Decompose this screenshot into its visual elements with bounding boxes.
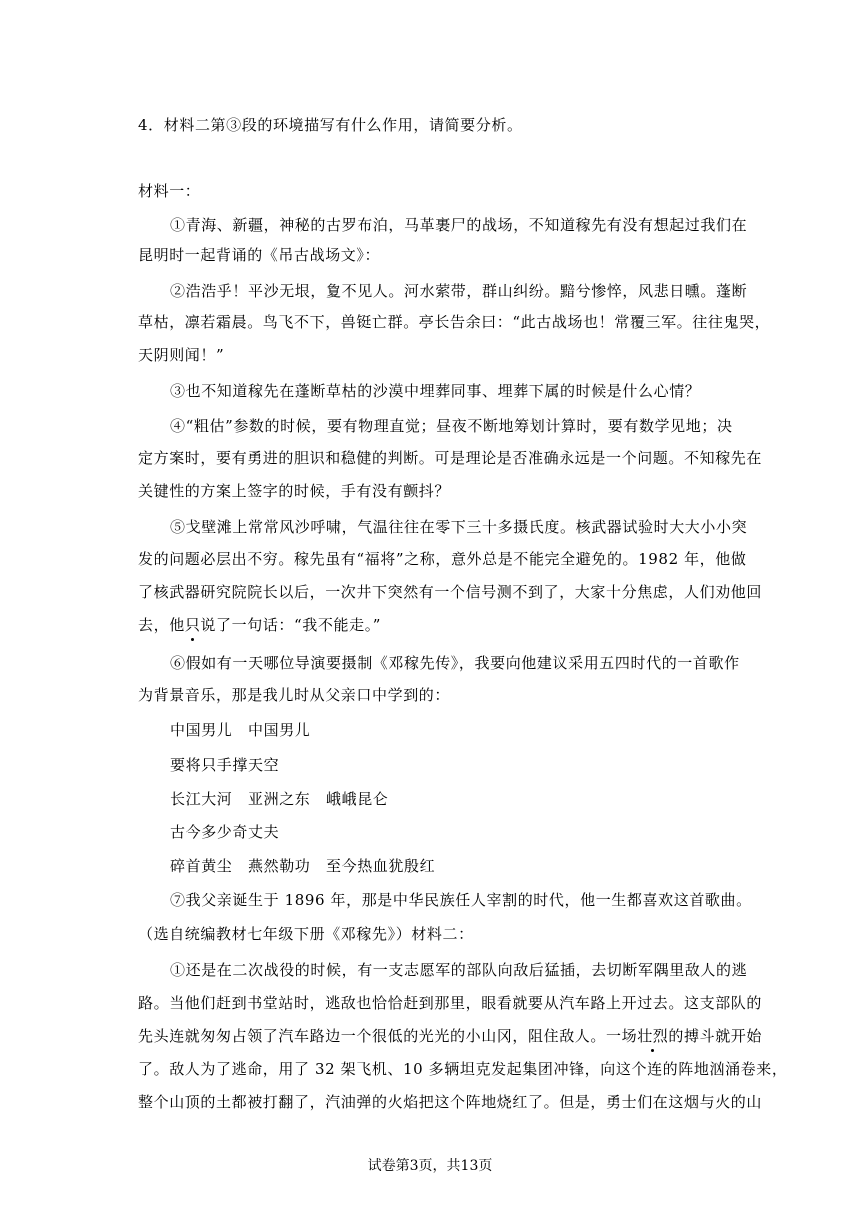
material1-label: 材料一： xyxy=(138,182,201,200)
paragraph-line: 路。当他们赶到书堂站时，逃敌也恰恰赶到那里，眼看就要从汽车路上开过去。这支部队的 xyxy=(138,994,763,1012)
paragraph-line: 草枯，凛若霜晨。鸟飞不下，兽铤亡群。亭长告余曰：“此古战场也！常覆三军。往往鬼哭， xyxy=(138,313,771,331)
paragraph-line: 关键性的方案上签字的时候，手有没有颤抖？ xyxy=(138,482,451,500)
song-line: 中国男儿 中国男儿 xyxy=(170,721,311,739)
text-run: 说了一句话：“我不能走。” xyxy=(200,616,382,634)
paragraph-line: 为背景音乐，那是我儿时从父亲口中学到的： xyxy=(138,686,451,704)
paragraph-line: 发的问题必层出不穷。稼先虽有“福将”之称，意外总是不能完全避免的。1982 年，他做 xyxy=(138,550,747,568)
emphasis-char: 只 xyxy=(184,616,201,634)
paragraph-line: 天阴则闻！” xyxy=(138,346,225,364)
paragraph-line: ⑥假如有一天哪位导演要摄制《邓稼先传》，我要向他建议采用五四时代的一首歌作 xyxy=(170,654,740,672)
paragraph-line: ①还是在二次战役的时候，有一支志愿军的部队向敌后猛插，去切断军隅里敌人的逃 xyxy=(170,961,748,979)
paragraph-line: ⑦我父亲诞生于 1896 年，那是中华民族任人宰割的时代，他一生都喜欢这首歌曲。 xyxy=(170,891,752,909)
song-line: 碎首黄尘 燕然勒功 至今热血犹殷红 xyxy=(170,857,436,875)
paragraph-line: 了。敌人为了逃命，用了 32 架飞机、10 多辆坦克发起集团冲锋，向这个连的阵地汹涌卷来， xyxy=(138,1060,788,1078)
question-4: 4．材料二第③段的环境描写有什么作用，请简要分析。 xyxy=(138,116,523,134)
text-run: 去，他 xyxy=(138,616,185,634)
source-note: （选自统编教材七年级下册《邓稼先》）材料二： xyxy=(138,925,474,943)
paragraph-line: 昆明时一起背诵的《吊古战场文》： xyxy=(138,246,381,264)
text-run: 的搏斗就开始 xyxy=(668,1027,763,1045)
paragraph-line: ②浩浩乎！平沙无垠，夐不见人。河水萦带，群山纠纷。黯兮惨悴，风悲日曛。蓬断 xyxy=(170,282,748,300)
paragraph-line: ⑤戈壁滩上常常风沙呼啸，气温往往在零下三十多摄氏度。核武器试验时大大小小突 xyxy=(170,518,748,536)
paragraph-line: 定方案时，要有勇进的胆识和稳健的判断。可是理论是否准确永远是一个问题。不知稼先在 xyxy=(138,449,763,467)
paragraph-line: 整个山顶的土都被打翻了，汽油弹的火焰把这个阵地烧红了。但是，勇士们在这烟与火的山 xyxy=(138,1093,763,1111)
song-line: 要将只手撑天空 xyxy=(170,756,280,774)
text-run: 先头连就匆匆占领了汽车路边一个很低的光光的小山冈，阻住敌人。一场 xyxy=(138,1027,638,1045)
song-line: 长江大河 亚洲之东 峨峨昆仑 xyxy=(170,790,389,808)
emphasis-word: 壮烈 xyxy=(637,1027,669,1045)
paragraph-line xyxy=(138,1026,762,1046)
paragraph-line: ④“粗估”参数的时候，要有物理直觉；昼夜不断地筹划计算时，要有数学见地；决 xyxy=(170,417,733,435)
page-footer: 试卷第3页，共13页 xyxy=(367,1158,493,1174)
paragraph-line: ①青海、新疆，神秘的古罗布泊，马革裹尸的战场，不知道稼先有没有想起过我们在 xyxy=(170,216,748,234)
paragraph-line: ③也不知道稼先在蓬断草枯的沙漠中埋葬同事、埋葬下属的时候是什么心情？ xyxy=(170,382,701,400)
paragraph-line xyxy=(138,615,381,635)
paragraph-line: 了核武器研究院院长以后，一次井下突然有一个信号测不到了，大家十分焦虑，人们劝他回 xyxy=(138,583,763,601)
song-line: 古今多少奇丈夫 xyxy=(170,823,280,841)
